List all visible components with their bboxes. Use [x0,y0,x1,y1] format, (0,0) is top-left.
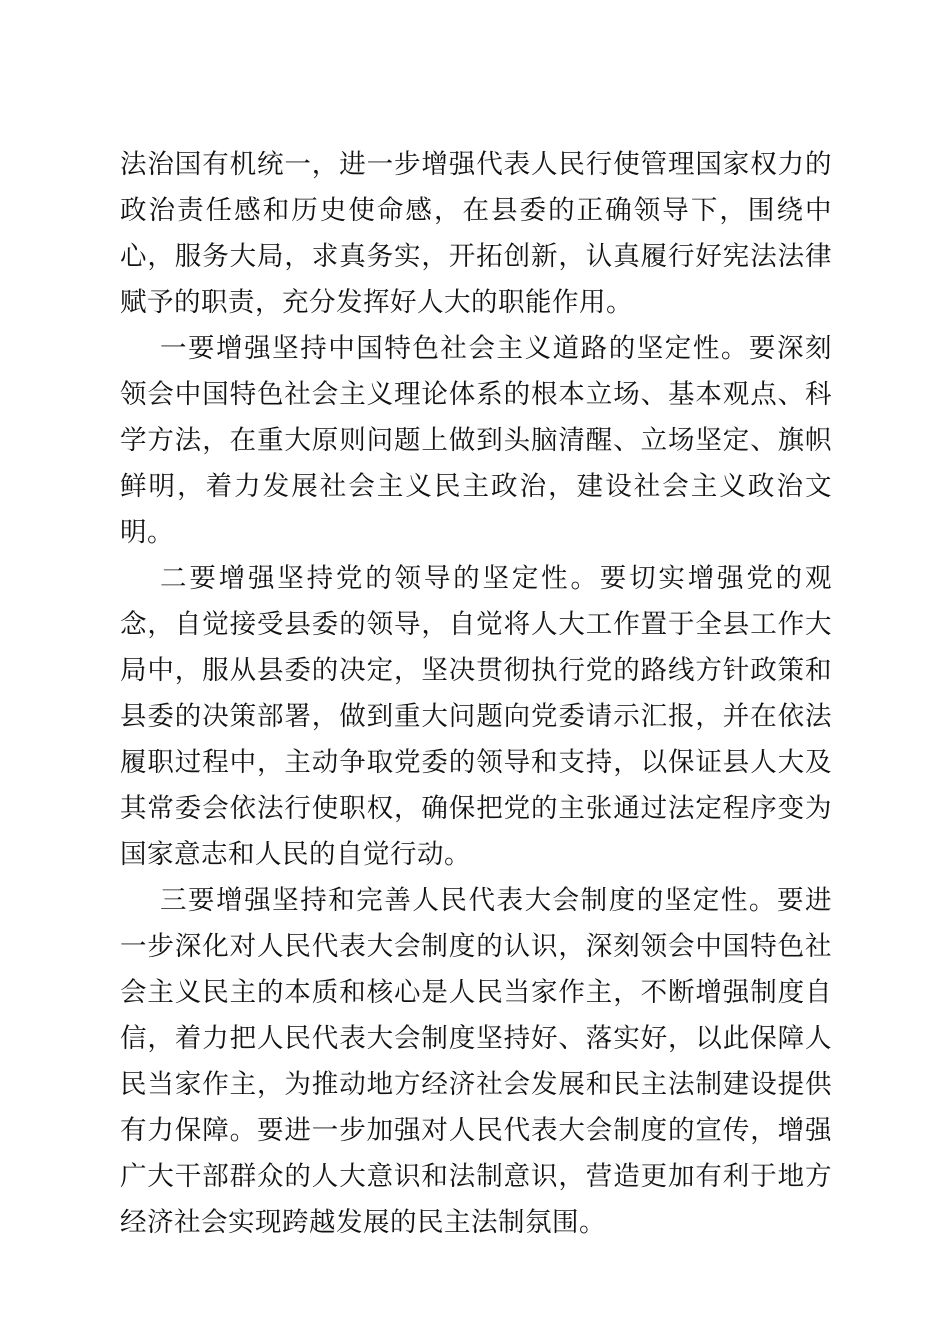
paragraph-point-two: 二要增强坚持党的领导的坚定性。要切实增强党的观念，自觉接受县委的领导，自觉将人大工作置于全县工作大局中，服从县委的决定，坚决贯彻执行党的路线方针政策和县委的决策部署，做到重大问题向党委请示汇报，并在依法履职过程中，主动争取党委的领导和支持，以保证县人大及其常委会依法行使职权，确保把党的主张通过法定程序变为国家意志和人民的自觉行动。 [120,563,832,870]
paragraph-continuation: 法治国有机统一，进一步增强代表人民行使管理国家权力的政治责任感和历史使命感，在县委的正确领导下，围绕中心，服务大局，求真务实，开拓创新，认真履行好宪法法律赋予的职责，充分发挥好人大的职能作用。 [120,149,832,318]
paragraph-point-three: 三要增强坚持和完善人民代表大会制度的坚定性。要进一步深化对人民代表大会制度的认识，深刻领会中国特色社会主义民主的本质和核心是人民当家作主，不断增强制度自信，着力把人民代表大会制度坚持好、落实好，以此保障人民当家作主，为推动地方经济社会发展和民主法制建设提供有力保障。要进一步加强对人民代表大会制度的宣传，增强广大干部群众的人大意识和法制意识，营造更加有利于地方经济社会实现跨越发展的民主法制氛围。 [120,885,832,1238]
paragraph-point-one: 一要增强坚持中国特色社会主义道路的坚定性。要深刻领会中国特色社会主义理论体系的根本立场、基本观点、科学方法，在重大原则问题上做到头脑清醒、立场坚定、旗帜鲜明，着力发展社会主义民主政治，建设社会主义政治文明。 [120,333,832,548]
document-body [120,142,832,1246]
